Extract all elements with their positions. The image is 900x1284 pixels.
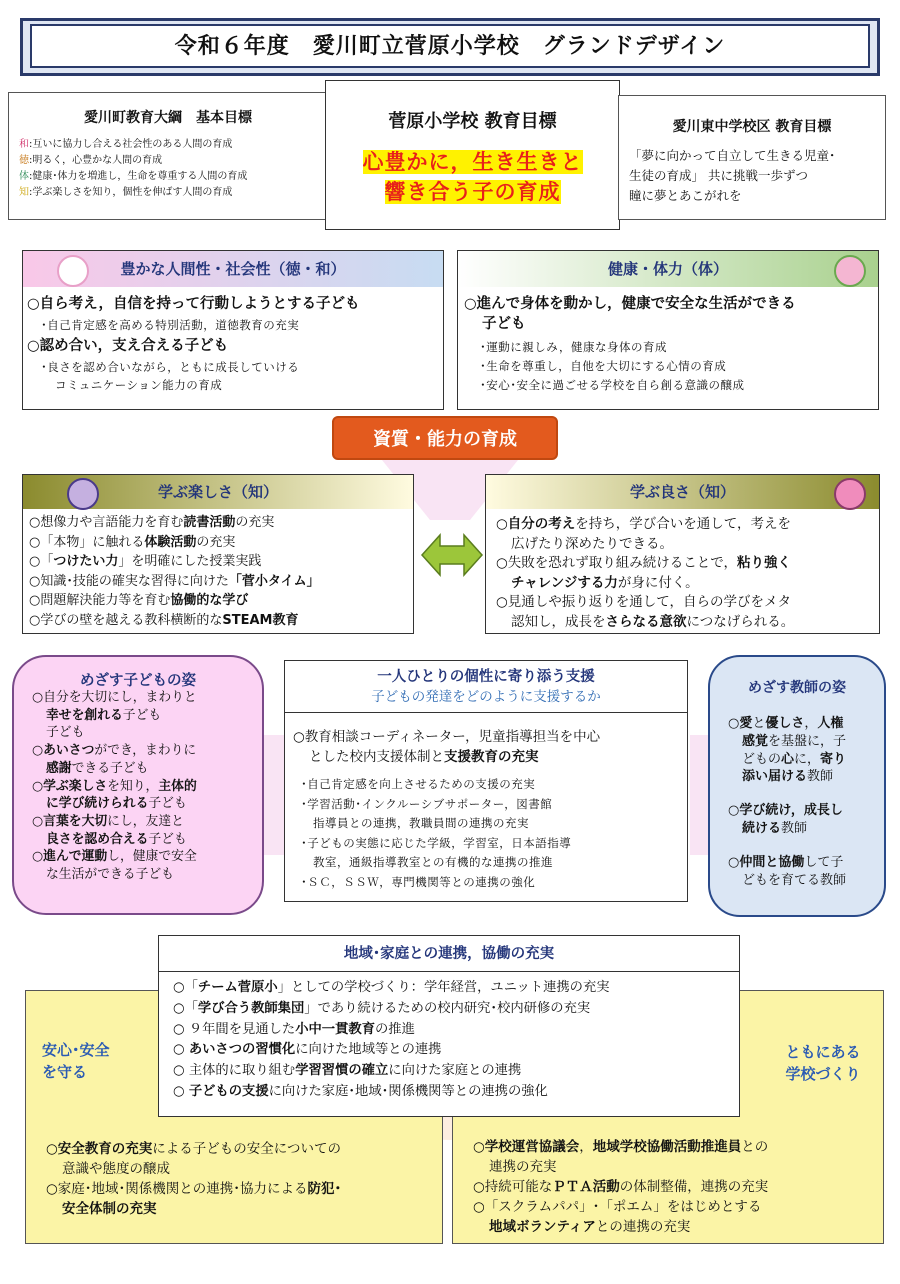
support-sub-item: 教室，通級指導教室との有機的な連携の推進 xyxy=(313,855,553,869)
safety-label xyxy=(42,1039,110,1083)
text-span: ○学びの壁を越える教科横断的な xyxy=(29,612,223,628)
text-line xyxy=(728,768,884,786)
wizard-mascot-icon xyxy=(67,478,99,510)
goal-text: :互いに協力し合える社会性のある人間の育成 xyxy=(29,139,233,150)
text-span: チーム菅原小 xyxy=(197,980,278,995)
text-span: 協働的な学び xyxy=(170,593,249,608)
text-span: を持ち，学び合いを通して，考えを xyxy=(575,516,792,532)
district-goals-box xyxy=(8,92,328,220)
text-line: ○自分を大切にし，まわりと xyxy=(32,690,197,705)
good-header xyxy=(486,475,879,509)
text-span: 地域学校協働活動推進員 xyxy=(592,1139,742,1155)
text-span: あいさつ xyxy=(43,743,95,759)
school-list xyxy=(473,1137,883,1237)
text-span: ， xyxy=(579,1139,593,1155)
page-title: 令和６年度 愛川町立菅原小学校 グランドデザイン xyxy=(30,24,870,68)
text-span: 心 xyxy=(781,751,795,767)
text-line xyxy=(473,1177,883,1197)
humanity-bullet-1: ○自ら考え，自信を持って行動しようとする子ども xyxy=(27,296,360,312)
text-line xyxy=(473,1137,883,1157)
target-teachers-box xyxy=(708,655,886,917)
health-header xyxy=(458,251,878,287)
text-span: との連携の充実 xyxy=(595,1219,691,1235)
text-span: 言葉を大切 xyxy=(43,813,108,829)
safety-label-line1: 安心･安全 xyxy=(42,1041,110,1059)
text-span: STEAM教育 xyxy=(222,612,299,628)
school-goal-box xyxy=(325,80,620,230)
text-span: 安全教育の充実 xyxy=(57,1141,153,1157)
school-goal-text xyxy=(326,147,619,207)
flower-mascot-icon xyxy=(834,255,866,287)
text-span: 小中一貫教育 xyxy=(295,1021,375,1037)
text-span: 」であり続けるための校内研究･校内研修の充実 xyxy=(304,1000,591,1016)
text-span: ○ xyxy=(173,1042,189,1058)
text-span: ○ xyxy=(32,743,44,759)
text-span: 子ども xyxy=(148,831,187,847)
flower-icon xyxy=(834,478,866,510)
joy-of-learning-box xyxy=(22,474,414,634)
text-span: どもの xyxy=(742,751,782,767)
text-line: 広げたり深めたりできる。 xyxy=(511,535,673,552)
support-sub-item: ･自己肯定感を向上させるための支援の充実 xyxy=(301,777,536,791)
text-span: ○「本物」に触れる xyxy=(29,534,145,550)
text-span: 学校運営協議会 xyxy=(484,1139,580,1155)
text-line xyxy=(728,820,884,838)
community-item xyxy=(173,1020,738,1041)
text-span: 」を明確にした授業実践 xyxy=(118,554,262,569)
text-line xyxy=(32,813,262,831)
text-span: ○ 主体的に取り組む xyxy=(173,1063,296,1079)
text-span: ○失敗を恐れず取り組み続けることで， xyxy=(496,555,738,571)
health-box xyxy=(457,250,879,410)
text-line: どもを育てる教師 xyxy=(742,872,847,888)
health-bullet-1a: ○進んで身体を動かし，健康で安全な生活ができる xyxy=(464,296,796,312)
teachers-list xyxy=(728,715,884,889)
joy-item xyxy=(29,533,414,553)
community-box xyxy=(158,935,740,1117)
text-span: を知り， xyxy=(107,778,159,794)
text-line: 子ども xyxy=(46,725,85,741)
support-sub-item: ･ＳＣ，ＳＳＷ，専門機関等との連携の強化 xyxy=(301,874,536,889)
text-span: ができ，まわりに xyxy=(94,743,197,759)
community-list xyxy=(173,978,738,1103)
health-sub-3: ･安心･安全に過ごせる学校を自ら創る意識の醸成 xyxy=(480,378,745,392)
kids-header: めざす子どもの姿 xyxy=(80,673,196,689)
joy-item xyxy=(29,572,414,592)
text-span: ， xyxy=(804,716,818,731)
text-span: による子どもの安全についての xyxy=(152,1141,342,1157)
goal-text: :学ぶ楽しさを知り，個性を伸ばす人間の育成 xyxy=(29,187,233,198)
text-span: できる子ども xyxy=(71,760,149,776)
text-span: につなげられる。 xyxy=(686,613,795,630)
text-line: 意識や態度の醸成 xyxy=(62,1161,170,1177)
goal-tag-toku: 徳 xyxy=(19,155,29,166)
text-line: 安全体制の充実 xyxy=(62,1201,157,1217)
health-sub-2: ･生命を尊重し，自他を大切にする心情の育成 xyxy=(480,359,727,373)
humanity-header-text: 豊かな人間性・社会性（徳・和） xyxy=(120,260,346,278)
safety-list xyxy=(46,1139,446,1219)
text-line xyxy=(32,848,262,866)
text-span: とした校内支援体制と xyxy=(309,749,444,765)
support-sub-item: ･子どもの実態に応じた学級，学習室，日本語指導 xyxy=(301,835,572,850)
text-span: ○持続可能な xyxy=(473,1179,553,1195)
target-children-box xyxy=(12,655,264,915)
goal-tag-tai: 体 xyxy=(19,171,29,182)
joy-item xyxy=(29,611,414,631)
text-span: 添い届ける xyxy=(742,769,808,785)
text-line xyxy=(728,751,884,769)
text-span: の体制整備，連携の充実 xyxy=(619,1179,769,1195)
community-item xyxy=(173,978,738,999)
text-line xyxy=(32,795,262,813)
support-main-2 xyxy=(309,745,539,765)
text-span: 進んで運動 xyxy=(43,849,108,865)
text-span: ＰＴＡ活動 xyxy=(552,1179,620,1195)
school-label-line1: ともにある xyxy=(785,1043,861,1061)
text-line: 瞳に夢とあこがれを xyxy=(629,188,742,203)
goal-tag-wa: 和 xyxy=(19,139,29,150)
school-goal-line2: 響き合う子の育成 xyxy=(384,180,561,204)
text-line xyxy=(728,854,884,872)
good-list xyxy=(496,515,876,632)
text-span: ○ xyxy=(173,1083,189,1099)
text-span: 続ける xyxy=(742,820,782,836)
support-sub-item: ･学習活動･インクルーシブサポーター，図書館 xyxy=(301,796,553,811)
text-span: 学び合う教師集団 xyxy=(197,1000,305,1016)
joy-header-text: 学ぶ楽しさ（知） xyxy=(157,483,278,501)
school-label-line2: 学校づくり xyxy=(785,1065,861,1083)
health-header-text: 健康・体力（体） xyxy=(607,260,728,278)
text-span: 学ぶ楽しさ xyxy=(43,778,108,794)
kids-list xyxy=(32,689,262,884)
text-line xyxy=(496,515,876,535)
text-span: を基盤に，子 xyxy=(768,733,847,749)
text-line: ○「スクラムパパ」･「ポエム」をはじめとする xyxy=(473,1199,762,1215)
district-goal-item xyxy=(19,185,329,201)
community-item xyxy=(173,1061,738,1082)
goal-text: :明るく，心豊かな人間の育成 xyxy=(29,155,163,166)
value-of-learning-box xyxy=(485,474,880,634)
health-sub-1: ･運動に親しみ，健康な身体の育成 xyxy=(480,340,667,354)
text-span: 子ども xyxy=(122,707,162,723)
text-span: にし，友達と xyxy=(107,813,184,829)
text-line: ○見通しや振り返りを通して，自らの学びをメタ xyxy=(496,594,792,610)
text-line xyxy=(496,554,876,574)
text-span: に向けた家庭との連携 xyxy=(388,1063,522,1079)
text-span: 粘り強く xyxy=(737,555,792,571)
text-span: ○ xyxy=(32,778,44,794)
school-goal-line1: 心豊かに，生き生きと xyxy=(362,150,583,174)
text-span: 防犯･ xyxy=(307,1181,342,1197)
text-span: し，健康で安全 xyxy=(107,849,197,865)
text-line xyxy=(496,574,876,594)
joy-item xyxy=(29,552,414,572)
mascot-icon xyxy=(57,255,89,287)
community-item xyxy=(173,1082,738,1103)
text-span: に向けた家庭･地域･関係機関等との連携の強化 xyxy=(268,1083,548,1099)
text-span: チャレンジする力 xyxy=(511,574,618,591)
text-span: ○家庭･地域･関係機関との連携･協力による xyxy=(46,1181,308,1197)
text-span: ○「 xyxy=(173,980,198,995)
text-span: 教師 xyxy=(781,820,808,836)
text-line xyxy=(32,778,262,796)
text-span: つけたい力 xyxy=(53,554,119,569)
district-goal-item xyxy=(19,137,329,153)
support-box xyxy=(284,660,688,902)
humanity-sub-2b: コミュニケーション能力の育成 xyxy=(55,378,223,392)
text-line xyxy=(32,742,262,760)
text-line xyxy=(46,1179,446,1199)
text-span: 体験活動 xyxy=(144,534,197,550)
text-line: 連携の充実 xyxy=(489,1159,557,1175)
community-item xyxy=(173,999,738,1020)
goal-text: :健康･体力を増進し，生命を尊重する人間の育成 xyxy=(29,171,248,182)
text-line xyxy=(46,1139,446,1159)
text-span: さらなる意欲 xyxy=(605,613,687,630)
text-span: 幸せを創れる xyxy=(46,707,123,723)
text-line xyxy=(32,831,262,849)
humanity-box xyxy=(22,250,444,410)
district-goal-item xyxy=(19,153,329,169)
district-goals-heading: 愛川町教育大綱 基本目標 xyxy=(84,110,252,126)
middle-school-heading: 愛川東中学校区 教育目標 xyxy=(672,119,832,135)
text-line: な生活ができる子ども xyxy=(46,867,174,883)
text-span: ○ xyxy=(32,813,44,829)
text-line xyxy=(473,1217,883,1237)
text-span: ○想像力や言語能力を育む xyxy=(29,515,184,530)
text-span: 優しさ xyxy=(765,716,805,731)
text-span: に， xyxy=(794,751,821,767)
text-span: が身に付く。 xyxy=(617,574,699,591)
safety-label-line2: を守る xyxy=(42,1063,88,1081)
support-sub-list xyxy=(301,775,687,892)
text-span: 感謝 xyxy=(46,760,72,776)
middle-school-text xyxy=(629,146,885,206)
support-title-band xyxy=(285,661,687,713)
text-span: ○「 xyxy=(29,554,54,569)
text-span: ○「 xyxy=(173,1000,198,1016)
school-goal-heading: 菅原小学校 教育目標 xyxy=(388,111,557,132)
text-span: の充実 xyxy=(235,515,275,530)
health-bullet-1b: 子ども xyxy=(482,316,526,332)
text-line xyxy=(32,707,262,725)
text-span: 「菅小タイム」 xyxy=(228,573,320,589)
text-span: と xyxy=(752,716,766,731)
text-span: あいさつの習慣化 xyxy=(188,1042,296,1058)
text-line: 「夢に向かって自立して生きる児童･ xyxy=(629,148,836,163)
text-span: ○ xyxy=(32,849,44,865)
text-span: 愛 xyxy=(739,716,753,731)
text-line xyxy=(728,733,884,751)
support-subtitle: 子どもの発達をどのように支援するか xyxy=(371,689,601,705)
text-span: との xyxy=(741,1139,769,1155)
text-span: 教師 xyxy=(807,769,834,785)
text-line xyxy=(496,613,876,633)
text-span: 学習習慣の確立 xyxy=(295,1063,389,1079)
text-span: 支援教育の充実 xyxy=(444,749,539,765)
humanity-sub-1: ･自己肯定感を高める特別活動，道徳教育の充実 xyxy=(41,318,300,332)
text-span: ○ xyxy=(46,1141,58,1157)
humanity-sub-2a: ･良さを認め合いながら，ともに成長していける xyxy=(41,360,300,374)
support-main-1: ○教育相談コーディネーター，児童指導担当を中心 xyxy=(293,729,601,745)
support-title: 一人ひとりの個性に寄り添う支援 xyxy=(377,669,595,685)
text-line: ○学び続け，成長し xyxy=(728,803,843,819)
humanity-bullet-2: ○認め合い，支え合える子ども xyxy=(27,338,229,354)
joy-item xyxy=(29,513,414,533)
joy-item xyxy=(29,591,414,611)
text-span: に向けた地域等との連携 xyxy=(295,1042,442,1058)
text-span: 仲間と協働 xyxy=(739,854,805,870)
double-arrow-icon xyxy=(420,530,484,580)
text-span: に学び続けられる xyxy=(46,796,149,812)
middle-school-goals-box xyxy=(618,95,886,220)
text-span: して子 xyxy=(804,854,844,870)
text-span: の充実 xyxy=(196,534,236,550)
text-span: 主体的 xyxy=(158,778,197,794)
ability-banner: 資質・能力の育成 xyxy=(332,416,558,460)
text-span: ○ ９年間を見通した xyxy=(173,1021,296,1037)
text-span: ○ xyxy=(473,1139,485,1155)
text-span: ○問題解決能力等を育む xyxy=(29,593,171,608)
text-span: 」としての学校づくり：学年経営，ユニット連携の充実 xyxy=(277,980,610,995)
text-span: 子ども xyxy=(148,796,187,812)
district-goal-item xyxy=(19,169,329,185)
text-span: ○知識･技能の確実な習得に向けた xyxy=(29,573,229,589)
text-span: 地域ボランティア xyxy=(489,1219,596,1235)
text-span: 人権 xyxy=(817,716,844,731)
text-span: 子どもの支援 xyxy=(188,1083,269,1099)
good-header-text: 学ぶ良さ（知） xyxy=(629,483,735,501)
text-span: ○自分の考え xyxy=(496,516,576,532)
text-span: 読書活動 xyxy=(183,515,236,530)
teachers-header: めざす教師の姿 xyxy=(748,680,846,696)
joy-list xyxy=(29,513,414,630)
district-goals-list xyxy=(19,137,329,201)
community-item xyxy=(173,1040,738,1061)
text-span: 寄り xyxy=(820,751,847,767)
community-header: 地域･家庭との連携，協働の充実 xyxy=(159,936,739,972)
text-span: 感覚 xyxy=(742,733,769,749)
text-span: 良さを認め合える xyxy=(46,831,149,847)
text-span: ○ xyxy=(728,854,740,870)
text-line xyxy=(32,760,262,778)
text-line: 生徒の育成」 共に挑戦一歩ずつ xyxy=(629,168,808,183)
school-label xyxy=(765,1041,881,1085)
text-line xyxy=(728,715,884,733)
text-span: 認知し，成長を xyxy=(511,613,606,630)
text-span: ○ xyxy=(728,716,740,731)
support-sub-item: 指導員との連携，教職員間の連携の充実 xyxy=(313,816,529,830)
text-span: の推進 xyxy=(375,1021,415,1037)
goal-tag-chi: 知 xyxy=(19,187,29,198)
